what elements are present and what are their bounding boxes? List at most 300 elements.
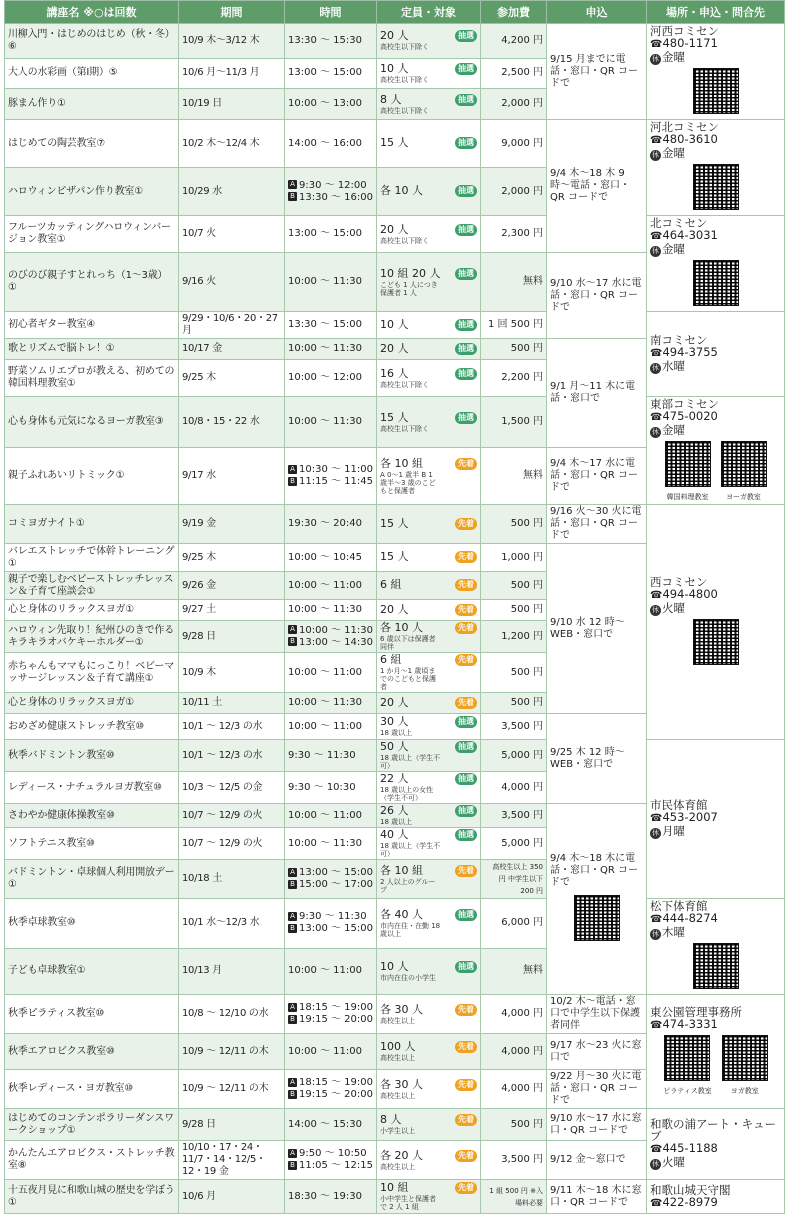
slot-b-icon: B <box>288 880 297 889</box>
course-name: はじめての陶芸教室⑦ <box>5 120 179 168</box>
course-time: 13:00 〜 15:00 <box>285 216 377 253</box>
course-name: 秋季エアロビクス教室⑩ <box>5 1034 179 1070</box>
venue-holiday-line <box>650 424 781 438</box>
time-slot-a <box>288 180 373 192</box>
course-time: 10:00 〜 11:30 <box>285 253 377 312</box>
apply-info <box>547 448 647 505</box>
capacity-target: 高校生以上 <box>380 1054 415 1062</box>
qr-code-icon[interactable] <box>693 619 739 665</box>
course-time: 10:00 〜 11:30 <box>285 397 377 448</box>
qr-code-block <box>722 1035 768 1097</box>
course-name: 野菜ソムリエプロが教える、初めての韓国料理教室① <box>5 360 179 397</box>
qr-code-icon[interactable] <box>693 164 739 210</box>
course-row <box>5 216 785 253</box>
course-period: 10/2 木〜12/4 木 <box>179 120 285 168</box>
capacity-wrap <box>380 137 477 150</box>
course-name: バレエストレッチで体幹トレーニング① <box>5 544 179 572</box>
slot-time: 19:15 〜 20:00 <box>299 1014 373 1025</box>
venue-tel[interactable]: 445-1188 <box>662 1141 718 1155</box>
apply-info <box>547 1109 647 1141</box>
course-capacity <box>377 397 481 448</box>
qr-code-icon[interactable] <box>574 895 620 941</box>
course-capacity <box>377 899 481 949</box>
course-capacity <box>377 448 481 505</box>
slot-time: 9:50 〜 10:50 <box>299 1148 367 1159</box>
course-row <box>5 1109 785 1141</box>
venue-name: 北コミセン <box>650 216 708 230</box>
capacity-wrap <box>380 961 477 982</box>
selection-badge: 抽選 <box>455 137 477 149</box>
course-period: 10/18 土 <box>179 860 285 899</box>
capacity-target: 1 か月〜1 歳頃までのこどもと保護者 <box>380 667 436 691</box>
apply-info <box>547 505 647 544</box>
course-period: 10/9 〜 12/11 の木 <box>179 1070 285 1109</box>
course-capacity <box>377 253 481 312</box>
capacity-target: 高校生以下除く <box>380 43 429 52</box>
qr-code-block <box>663 1035 711 1097</box>
qr-code-icon[interactable] <box>722 1035 768 1081</box>
capacity-wrap <box>380 94 477 115</box>
venue-tel[interactable]: 480-3610 <box>662 132 718 146</box>
time-slot-b <box>288 637 373 649</box>
capacity-target: 6 歳以下は保護者同伴 <box>380 635 436 651</box>
slot-b-icon: B <box>288 1015 297 1024</box>
capacity-target: A 0〜1 歳半 B 1 歳半〜3 歳のこどもと保護者 <box>380 470 436 495</box>
apply-text: 9/4 木〜18 木に電話・窓口・QR コードで <box>550 853 638 888</box>
course-period: 10/9 〜 12/11 の木 <box>179 1034 285 1070</box>
capacity-count: 各 30 人 <box>380 1002 423 1016</box>
venue-tel-line <box>650 229 781 243</box>
capacity-count: 15 人 <box>380 516 409 530</box>
course-time: 14:00 〜 15:30 <box>285 1109 377 1141</box>
capacity-target: 18 歳以上 <box>380 818 413 826</box>
apply-text: 9/22 月〜30 火に電話・窓口・QR コードで <box>550 1071 642 1106</box>
qr-code-icon[interactable] <box>665 441 711 487</box>
capacity-count: 10 人 <box>380 61 409 75</box>
course-time: 10:00 〜 11:00 <box>285 1034 377 1070</box>
course-period: 10/6 月 <box>179 1180 285 1214</box>
capacity-target: 高校生以下除く <box>380 424 429 433</box>
course-period: 10/7 火 <box>179 216 285 253</box>
course-fee: 高校生以上 350 円 中学生以下 200 円 <box>481 860 547 899</box>
header-apply: 申込 <box>547 1 647 24</box>
venue-tel-line <box>650 410 781 424</box>
apply-text: 9/10 水 12 時〜 WEB・窓口で <box>550 616 625 640</box>
course-fee: 2,000 円 <box>481 168 547 216</box>
course-fee: 500 円 <box>481 600 547 621</box>
venue-holiday-line <box>650 602 781 616</box>
venue-name: 東公園管理事務所 <box>650 1005 742 1019</box>
slot-a-icon: A <box>288 868 297 877</box>
venue-name: 和歌山城天守閣 <box>650 1182 731 1197</box>
venue-tel-line <box>650 346 781 360</box>
venue-holiday-line <box>650 825 781 839</box>
slot-time: 18:15 〜 19:00 <box>299 1077 373 1088</box>
capacity-target: こども 1 人につき保護者 1 人 <box>380 280 438 297</box>
selection-badge: 先着 <box>455 1150 477 1162</box>
apply-text: 9/15 月までに電話・窓口・QR コードで <box>550 53 638 89</box>
course-capacity <box>377 58 481 89</box>
capacity-wrap <box>380 716 477 737</box>
capacity-count: 各 40 人 <box>380 907 423 921</box>
course-time: 10:00 〜 13:00 <box>285 89 377 120</box>
header-capacity: 定員・対象 <box>377 1 481 24</box>
course-capacity <box>377 740 481 772</box>
venue-name: 東部コミセン <box>650 397 719 411</box>
course-name: 親子で楽しむベビーストレッチレッスン＆子育て座談会① <box>5 572 179 600</box>
venue-tel[interactable]: 464-3031 <box>662 228 718 242</box>
slot-b-icon: B <box>288 477 297 486</box>
qr-code-block <box>693 943 739 993</box>
selection-badge: 先着 <box>455 654 477 666</box>
capacity-count: 8 人 <box>380 1113 402 1126</box>
course-capacity <box>377 216 481 253</box>
venue-qr-row <box>650 619 781 669</box>
venue-tel[interactable]: 494-3755 <box>662 345 718 359</box>
course-name: さわやか健康体操教室⑩ <box>5 804 179 828</box>
capacity-wrap <box>380 1150 477 1171</box>
capacity-count: 26 人 <box>380 804 409 817</box>
course-time: 13:00 〜 15:00 <box>285 58 377 89</box>
course-fee: 500 円 <box>481 505 547 544</box>
apply-text: 10/2 木〜電話・窓口で中学生以下保護者同伴 <box>550 996 640 1031</box>
slot-time: 11:15 〜 11:45 <box>299 476 373 488</box>
course-row <box>5 899 785 949</box>
course-capacity <box>377 89 481 120</box>
time-slot-a <box>288 1148 373 1160</box>
phone-icon: ☎ <box>650 589 663 601</box>
qr-code-icon[interactable] <box>721 441 767 487</box>
course-time: 10:00 〜 12:00 <box>285 360 377 397</box>
qr-code-icon[interactable] <box>693 943 739 989</box>
venue-holiday-line <box>650 1156 781 1170</box>
capacity-wrap <box>380 829 477 858</box>
course-period: 10/29 水 <box>179 168 285 216</box>
course-time <box>285 448 377 505</box>
capacity-wrap <box>380 805 477 826</box>
selection-badge: 抽選 <box>455 773 477 785</box>
slot-b-icon: B <box>288 1161 297 1170</box>
qr-code-block <box>693 619 739 669</box>
venue-tel[interactable]: 475-0020 <box>662 409 718 423</box>
course-fee: 4,200 円 <box>481 24 547 59</box>
capacity-wrap <box>380 551 477 564</box>
venue-contact <box>647 1109 785 1180</box>
selection-badge: 先着 <box>455 518 477 530</box>
course-period: 9/28 日 <box>179 621 285 653</box>
slot-time: 13:30 〜 16:00 <box>299 191 373 203</box>
phone-icon: ☎ <box>650 1020 663 1031</box>
venue-holiday: 金曜 <box>662 50 685 64</box>
course-fee: 1,000 円 <box>481 544 547 572</box>
course-capacity <box>377 505 481 544</box>
header-course-name: 講座名 ※○は回数 <box>5 1 179 24</box>
selection-badge: 先着 <box>455 622 477 634</box>
venue-contact <box>647 899 785 995</box>
time-slot-a <box>288 911 373 923</box>
course-period: 10/17 金 <box>179 339 285 360</box>
venue-contact <box>647 1180 785 1214</box>
capacity-target: 18 歳以上（学生不可） <box>380 842 441 858</box>
qr-code-icon[interactable] <box>664 1035 710 1081</box>
course-name: 十五夜月見に和歌山城の歴史を学ぼう① <box>5 1180 179 1214</box>
course-time: 10:00 〜 11:00 <box>285 572 377 600</box>
slot-time: 19:15 〜 20:00 <box>299 1089 373 1100</box>
course-capacity <box>377 948 481 994</box>
course-time: 9:30 〜 10:30 <box>285 772 377 804</box>
selection-badge: 先着 <box>455 604 477 616</box>
selection-badge: 抽選 <box>455 185 477 197</box>
capacity-count: 各 10 組 <box>380 863 423 877</box>
course-name: フルーツカッティングハロウィンバージョン教室① <box>5 216 179 253</box>
venue-tel[interactable]: 422-8979 <box>662 1194 718 1209</box>
course-name: 秋季バドミントン教室⑩ <box>5 740 179 772</box>
course-name: ソフトテニス教室⑩ <box>5 828 179 860</box>
course-row <box>5 120 785 168</box>
slot-a-icon: A <box>288 625 297 634</box>
venue-qr-row <box>650 260 781 310</box>
venue-contact <box>647 995 785 1109</box>
course-period: 10/10・17・24・11/7・14・12/5・12・19 金 <box>179 1141 285 1180</box>
venue-contact <box>647 397 785 505</box>
slot-time: 15:00 〜 17:00 <box>299 879 373 890</box>
course-capacity <box>377 544 481 572</box>
selection-badge: 抽選 <box>455 94 477 106</box>
capacity-target: 18 歳以上の女性（学生不可） <box>380 786 434 802</box>
slot-time: 11:05 〜 12:15 <box>299 1160 373 1171</box>
course-name: 親子ふれあいリトミック① <box>5 448 179 505</box>
qr-code-icon[interactable] <box>693 68 739 114</box>
course-name: 心も身体も元気になるヨーガ教室③ <box>5 397 179 448</box>
capacity-count: 16 人 <box>380 366 409 380</box>
selection-badge: 先着 <box>455 1004 477 1016</box>
course-capacity <box>377 24 481 59</box>
course-fee: 500 円 <box>481 653 547 693</box>
slot-time: 9:30 〜 12:00 <box>299 179 367 191</box>
apply-text: 9/10 水〜17 水に電話・窓口・QR コードで <box>550 277 642 313</box>
slot-time: 13:00 〜 15:00 <box>299 867 373 878</box>
selection-badge: 先着 <box>455 697 477 709</box>
time-slot-b <box>288 1160 373 1172</box>
course-row <box>5 1180 785 1214</box>
time-slot-a <box>288 867 373 879</box>
course-time <box>285 860 377 899</box>
apply-info <box>547 339 647 448</box>
course-fee: 4,000 円 <box>481 995 547 1034</box>
venue-holiday: 金曜 <box>662 146 685 160</box>
course-period: 9/29・10/6・20・27 月 <box>179 312 285 339</box>
capacity-wrap <box>380 697 477 710</box>
course-name: おめざめ健康ストレッチ教室⑩ <box>5 714 179 740</box>
capacity-wrap <box>380 909 477 938</box>
course-fee: 5,000 円 <box>481 828 547 860</box>
capacity-wrap <box>380 1041 477 1062</box>
course-fee: 2,300 円 <box>481 216 547 253</box>
capacity-count: 15 人 <box>380 410 409 424</box>
apply-info <box>547 714 647 804</box>
capacity-count: 各 30 人 <box>380 1077 423 1091</box>
selection-badge: 抽選 <box>455 829 477 841</box>
course-name: 歌とリズムで脳トレ！① <box>5 339 179 360</box>
qr-caption: ヨガ教室 <box>730 1087 759 1095</box>
capacity-count: 6 組 <box>380 578 402 591</box>
qr-code-icon[interactable] <box>693 260 739 306</box>
course-time: 10:00 〜 11:30 <box>285 828 377 860</box>
course-time: 9:30 〜 11:30 <box>285 740 377 772</box>
venue-contact <box>647 216 785 312</box>
phone-icon: ☎ <box>650 39 663 50</box>
selection-badge: 抽選 <box>455 961 477 973</box>
venue-holiday-line <box>650 926 781 940</box>
capacity-count: 15 人 <box>380 550 409 563</box>
venue-tel[interactable]: 453-2007 <box>662 810 718 824</box>
course-period: 10/8 〜 12/10 の水 <box>179 995 285 1034</box>
capacity-count: 20 人 <box>380 29 409 43</box>
course-time: 18:30 〜 19:30 <box>285 1180 377 1214</box>
apply-text: 9/4 木〜18 木 9 時〜電話・窓口・QR コードで <box>550 168 630 203</box>
course-fee: 5,000 円 <box>481 740 547 772</box>
course-time <box>285 1070 377 1109</box>
capacity-wrap <box>380 185 477 198</box>
venue-tel[interactable]: 494-4800 <box>662 586 718 601</box>
closed-day-icon: 休 <box>652 829 659 837</box>
course-period: 10/9 木〜3/12 木 <box>179 24 285 59</box>
phone-icon: ☎ <box>650 1144 663 1155</box>
venue-tel-line <box>650 1142 781 1156</box>
selection-badge: 先着 <box>455 458 477 470</box>
course-capacity <box>377 714 481 740</box>
capacity-target: 小中学生と保護者で 2 人 1 組 <box>380 1195 436 1211</box>
capacity-count: 40 人 <box>380 828 409 841</box>
time-slot-b <box>288 476 373 488</box>
course-fee: 2,000 円 <box>481 89 547 120</box>
capacity-count: 15 人 <box>380 136 409 149</box>
capacity-count: 各 10 人 <box>380 621 423 634</box>
venue-tel[interactable]: 474-3331 <box>662 1017 718 1031</box>
venue-name: 市民体育館 <box>650 798 708 812</box>
course-row <box>5 505 785 544</box>
slot-time: 13:00 〜 14:30 <box>299 636 373 648</box>
venue-tel[interactable]: 480-1171 <box>662 36 718 50</box>
course-fee: 3,500 円 <box>481 804 547 828</box>
course-name: 秋季レディース・ヨガ教室⑩ <box>5 1070 179 1109</box>
course-row <box>5 995 785 1034</box>
capacity-wrap <box>380 1114 477 1135</box>
capacity-wrap <box>380 30 477 51</box>
selection-badge: 抽選 <box>455 268 477 280</box>
apply-info <box>547 24 647 120</box>
slot-time: 10:30 〜 11:00 <box>299 464 373 476</box>
capacity-count: 20 人 <box>380 602 409 616</box>
venue-contact <box>647 120 785 216</box>
venue-tel-line <box>650 133 781 147</box>
closed-day-icon: 休 <box>652 930 659 938</box>
selection-badge: 抽選 <box>455 30 477 42</box>
course-capacity <box>377 1034 481 1070</box>
course-name: 子ども卓球教室① <box>5 948 179 994</box>
header-period: 期間 <box>179 1 285 24</box>
course-name: 豚まん作り① <box>5 89 179 120</box>
course-capacity <box>377 1070 481 1109</box>
capacity-wrap <box>380 865 477 894</box>
apply-info <box>547 120 647 253</box>
course-capacity <box>377 1109 481 1141</box>
capacity-wrap <box>380 63 477 84</box>
venue-holiday-line <box>650 360 781 374</box>
selection-badge: 先着 <box>455 865 477 877</box>
venue-holiday-line <box>650 243 781 257</box>
capacity-wrap <box>380 518 477 531</box>
closed-day-icon: 休 <box>652 151 659 159</box>
apply-qr <box>550 895 643 945</box>
capacity-target: 小学生以上 <box>380 1127 415 1135</box>
venue-contact <box>647 24 785 120</box>
qr-code-block <box>693 164 739 214</box>
capacity-target: 市内在住・在勤 18 歳以上 <box>380 921 441 938</box>
course-fee: 2,200 円 <box>481 360 547 397</box>
apply-text: 9/4 木〜17 水に電話・窓口・QR コードで <box>550 458 638 494</box>
venue-tel[interactable]: 444-8274 <box>662 911 718 925</box>
closed-day-icon: 休 <box>652 55 659 63</box>
venue-tel-line <box>650 1196 781 1210</box>
course-fee: 500 円 <box>481 1109 547 1141</box>
venue-holiday: 火曜 <box>662 600 685 615</box>
selection-badge: 抽選 <box>455 343 477 355</box>
venue-tel-line <box>650 1018 781 1032</box>
course-period: 10/13 月 <box>179 948 285 994</box>
capacity-count: 20 人 <box>380 695 409 709</box>
course-name: 大人の水彩画（第Ⅰ期）⑤ <box>5 58 179 89</box>
venue-name: 松下体育館 <box>650 899 708 913</box>
time-slot-a <box>288 1077 373 1089</box>
capacity-target: 高校生以下除く <box>380 75 429 84</box>
course-period: 9/25 木 <box>179 360 285 397</box>
venue-holiday: 火曜 <box>662 1155 685 1169</box>
course-fee: 1,500 円 <box>481 397 547 448</box>
time-slot-b <box>288 879 373 891</box>
course-capacity <box>377 312 481 339</box>
time-slot-b <box>288 1089 373 1101</box>
apply-text: 9/1 月〜11 木に電話・窓口で <box>550 381 636 405</box>
selection-badge: 抽選 <box>455 909 477 921</box>
course-period: 10/9 木 <box>179 653 285 693</box>
course-fee: 1,200 円 <box>481 621 547 653</box>
capacity-target: 高校生以下除く <box>380 236 429 245</box>
capacity-wrap <box>380 458 477 495</box>
capacity-count: 20 人 <box>380 341 409 355</box>
capacity-target: 高校生以下除く <box>380 106 429 115</box>
venue-name: 南コミセン <box>650 333 708 347</box>
qr-caption: 韓国料理教室 <box>666 493 709 501</box>
course-name: 秋季卓球教室⑩ <box>5 899 179 949</box>
capacity-count: 10 人 <box>380 317 409 331</box>
course-time <box>285 621 377 653</box>
capacity-target: 高校生以下除く <box>380 380 429 389</box>
course-time: 10:00 〜 11:00 <box>285 653 377 693</box>
venue-qr-row <box>650 441 781 503</box>
capacity-count: 100 人 <box>380 1040 416 1053</box>
capacity-wrap <box>380 1004 477 1025</box>
qr-caption: ヨーガ教室 <box>726 493 761 501</box>
time-slot-a <box>288 464 373 476</box>
phone-icon: ☎ <box>650 348 663 359</box>
course-name: 川柳入門・はじめのはじめ（秋・冬）⑥ <box>5 24 179 59</box>
course-fee: 無料 <box>481 948 547 994</box>
selection-badge: 抽選 <box>455 368 477 380</box>
course-name: かんたんエアロビクス・ストレッチ教室⑧ <box>5 1141 179 1180</box>
apply-info <box>547 1070 647 1109</box>
capacity-target: 高校生以上 <box>380 1016 415 1025</box>
